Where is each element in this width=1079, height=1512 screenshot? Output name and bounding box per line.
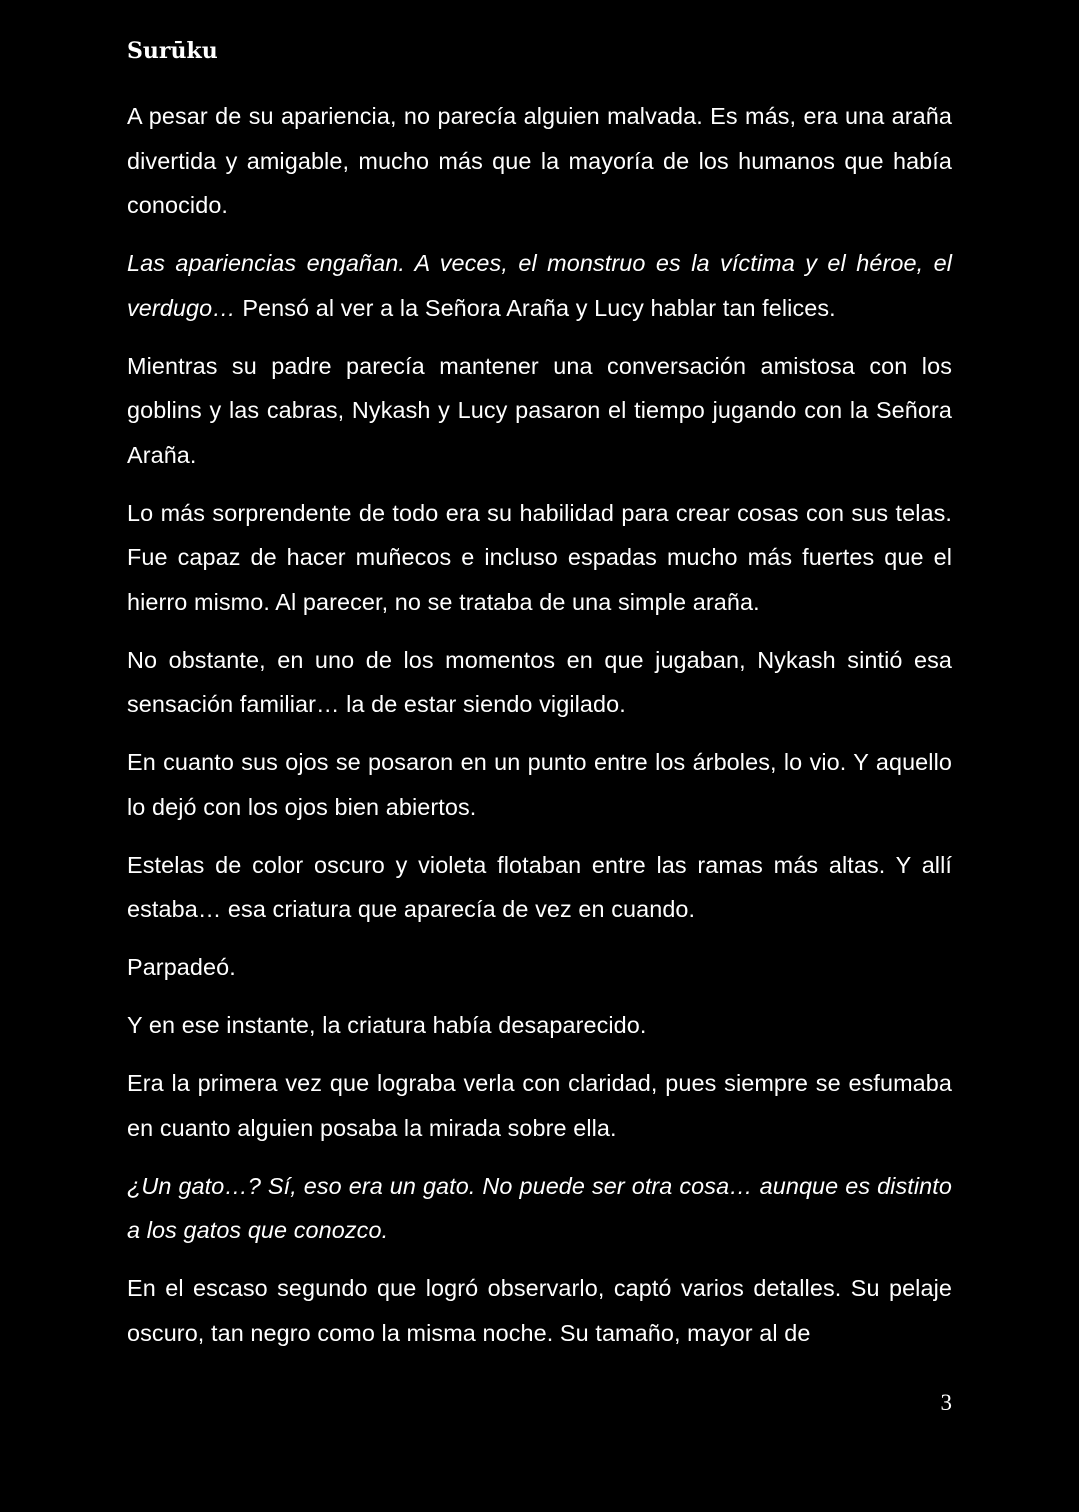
paragraph-7: Estelas de color oscuro y violeta flotaban entre las ramas más altas. Y allí estaba… esa criatura que aparecía de vez en cuando. — [127, 851, 952, 922]
paragraph-11-italic-thought: ¿Un gato…? Sí, eso era un gato. No puede ser otra cosa… aunque es distinto a los gatos que conozco. — [127, 1172, 952, 1243]
paragraph-2-narration: Pensó al ver a la Señora Araña y Lucy hablar tan felices. — [235, 294, 836, 321]
paragraph-4: Lo más sorprendente de todo era su habilidad para crear cosas con sus telas. Fue capaz de hacer muñecos e incluso espadas mucho más fuertes que el hierro mismo. Al parecer, no se trataba de una simple araña. — [127, 499, 952, 615]
body-text — [127, 94, 952, 1355]
paragraph-10: Era la primera vez que lograba verla con claridad, pues siempre se esfumaba en cuanto alguien posaba la mirada sobre ella. — [127, 1070, 952, 1141]
paragraph-8: Parpadeó. — [127, 954, 236, 980]
paragraph-2-italic-thought: Las apariencias engañan. A veces, el monstruo es la víctima y el héroe, el verdugo… — [127, 250, 952, 321]
running-header-title: Surūku — [127, 38, 218, 64]
paragraph-2 — [127, 241, 952, 330]
paragraph-5: No obstante, en uno de los momentos en que jugaban, Nykash sintió esa sensación familiar… la de estar siendo vigilado. — [127, 646, 952, 717]
paragraph-1: A pesar de su apariencia, no parecía alguien malvada. Es más, era una araña divertida y amigable, mucho más que la mayoría de los humanos que había conocido. — [127, 103, 952, 218]
paragraph-3: Mientras su padre parecía mantener una conversación amistosa con los goblins y las cabras, Nykash y Lucy pasaron el tiempo jugando con la Señora Araña. — [127, 352, 952, 468]
page-number: 3 — [940, 1390, 952, 1415]
paragraph-6: En cuanto sus ojos se posaron en un punto entre los árboles, lo vio. Y aquello lo dejó con los ojos bien abiertos. — [127, 749, 952, 820]
paragraph-12: En el escaso segundo que logró observarlo, captó varios detalles. Su pelaje oscuro, tan negro como la misma noche. Su tamaño, mayor al de — [127, 1275, 952, 1346]
paragraph-9: Y en ese instante, la criatura había desaparecido. — [127, 1012, 647, 1038]
